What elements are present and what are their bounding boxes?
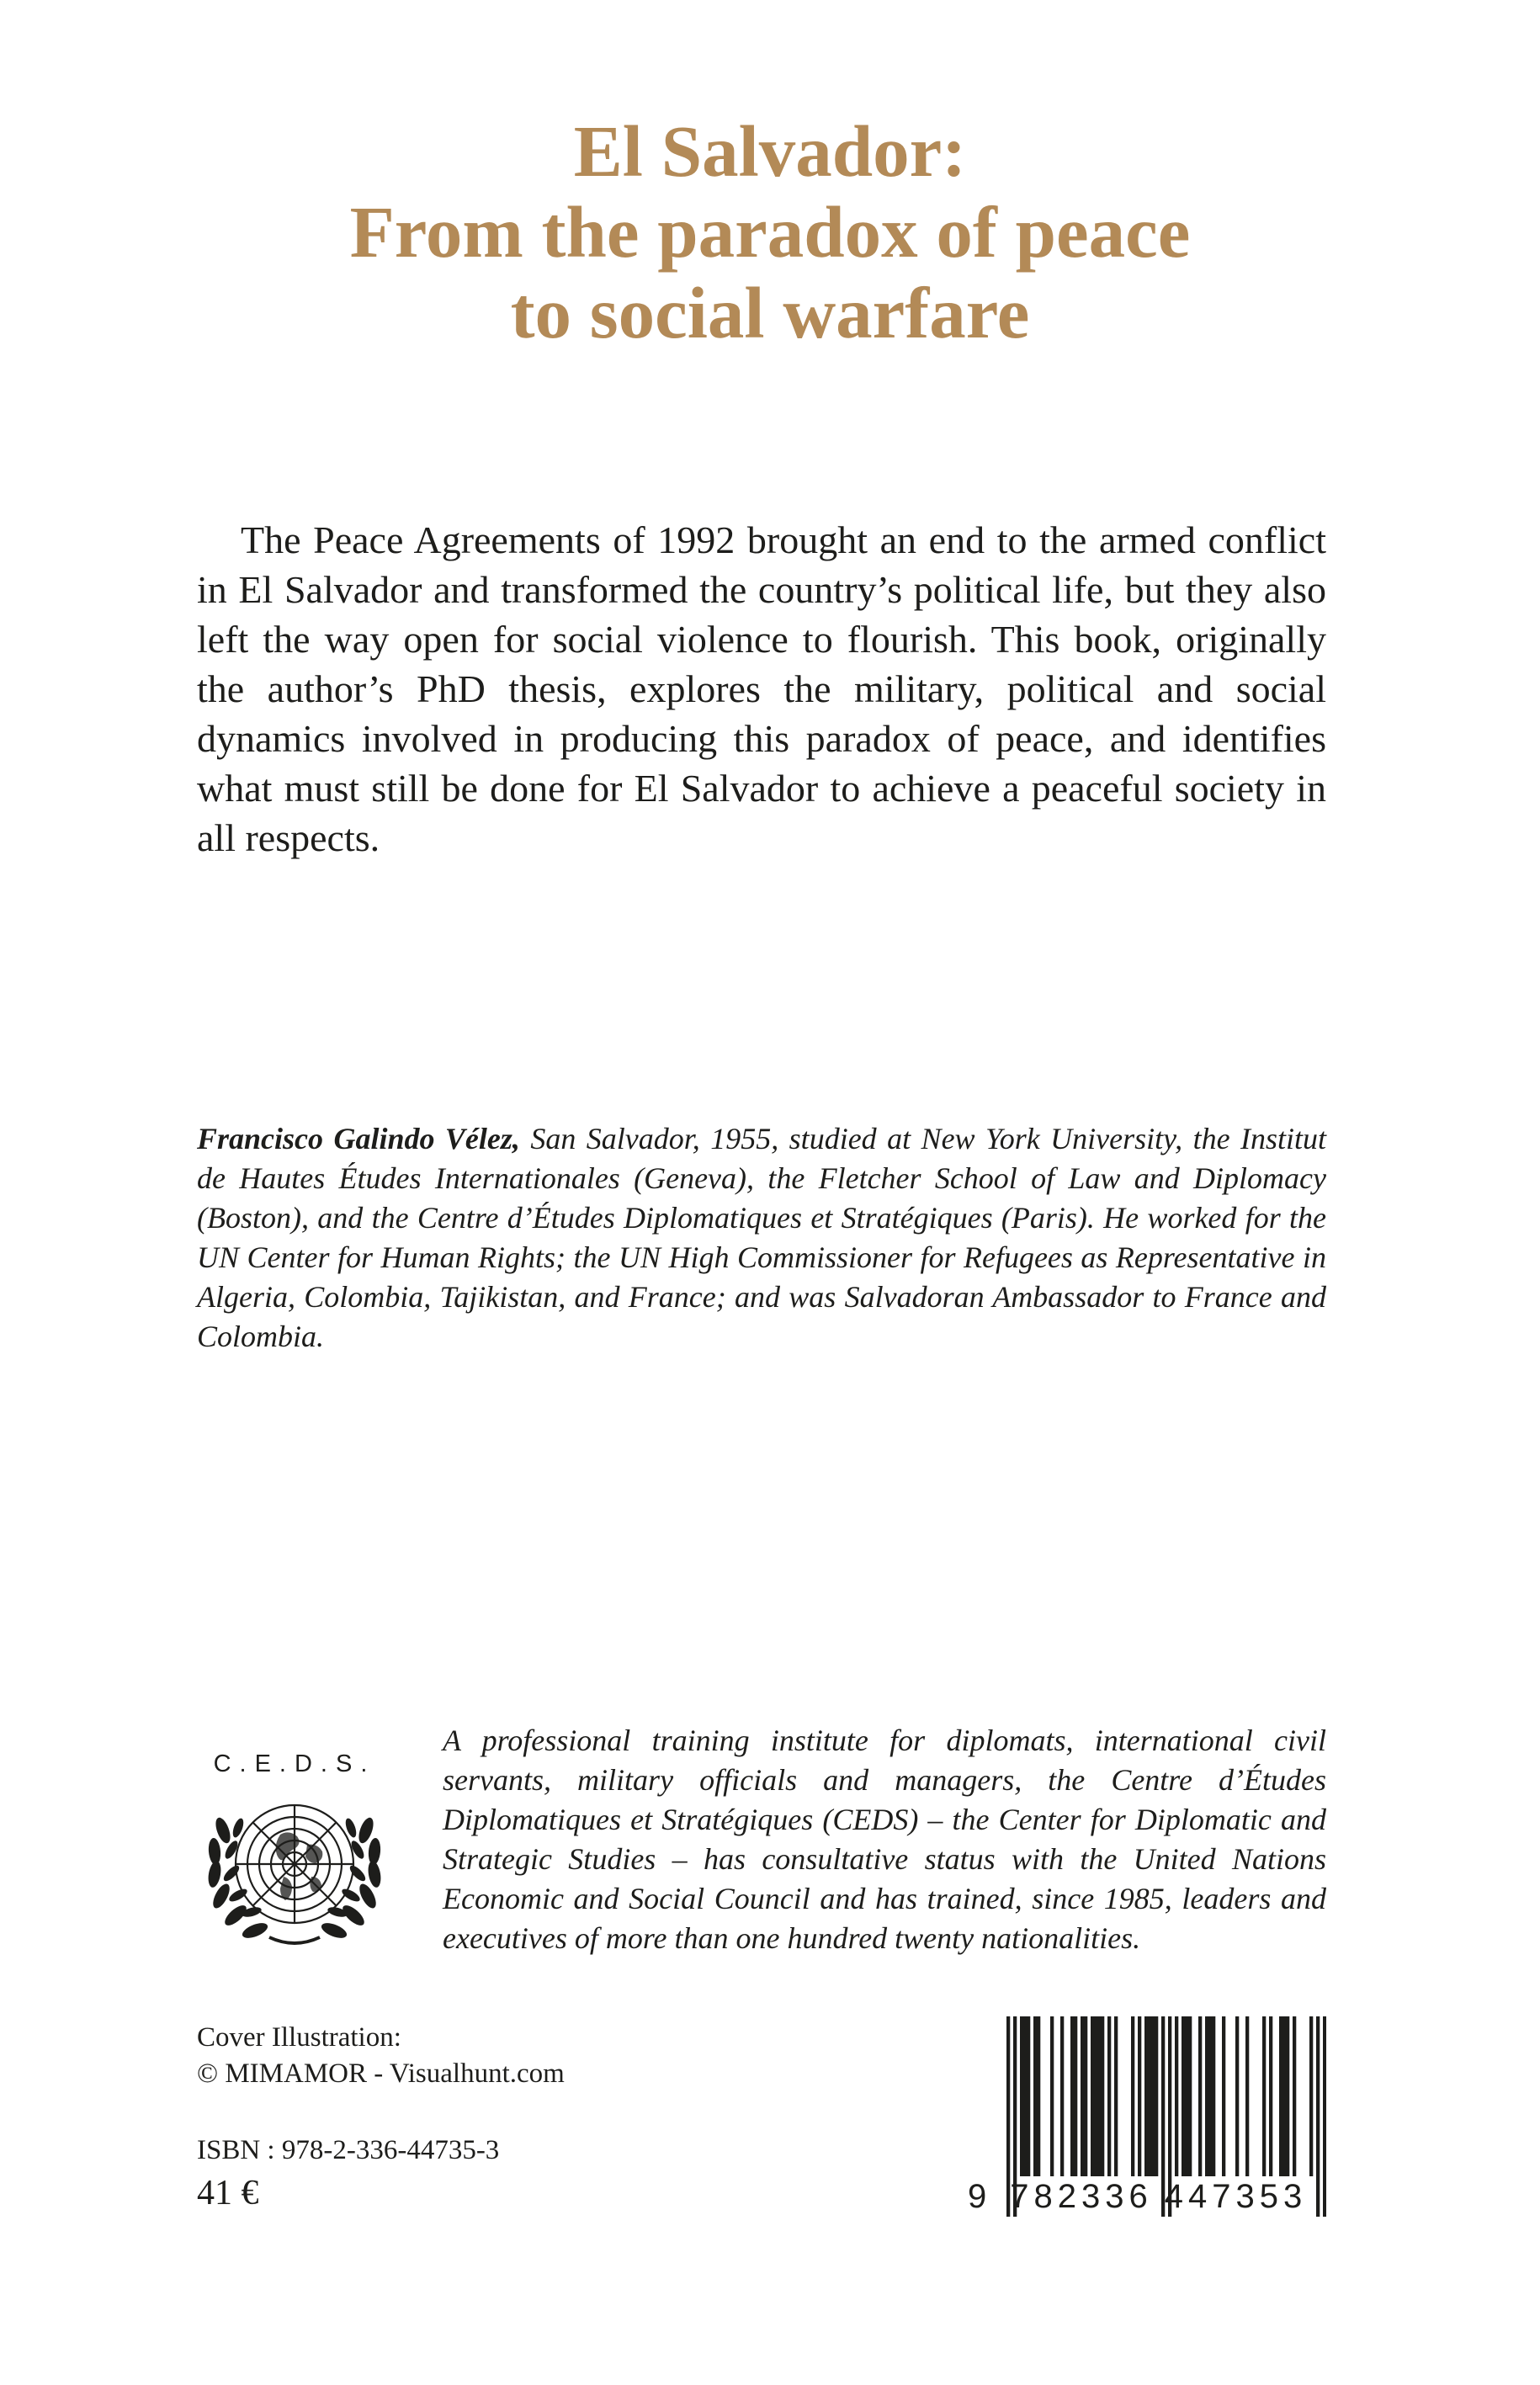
barcode-first-digit: 9 xyxy=(968,2178,987,2215)
cover-credit-value: © MIMAMOR - Visualhunt.com xyxy=(197,2058,565,2089)
barcode-bar xyxy=(1175,2016,1178,2176)
barcode-bar xyxy=(1114,2016,1118,2176)
author-name: Francisco Galindo Vélez, xyxy=(197,1122,520,1155)
barcode-bar xyxy=(1286,2016,1289,2176)
barcode-bar xyxy=(1262,2016,1266,2176)
barcode-bar xyxy=(1091,2016,1094,2176)
barcode-bar xyxy=(1205,2016,1208,2176)
barcode-bar xyxy=(1245,2016,1249,2176)
barcode-bar xyxy=(1037,2016,1040,2176)
barcode-bar xyxy=(1033,2016,1037,2176)
barcode-right-group: 447353 xyxy=(1164,2178,1308,2215)
author-bio-text: San Salvador, 1955, studied at New York University, the Institut de Hautes Études Internationales (Geneva), the Fletcher School of Law and Diplomacy (Boston), and the Centre d’Études Diplomatiques et Stratégiques (Paris). He worked for the UN Center for Human Rights; the UN High Commissioner for Refugees as Representative in Algeria, Colombia, Tajikistan, and France; and was Salvadoran Ambassador to France and Colombia. xyxy=(197,1122,1326,1353)
barcode-bar xyxy=(1151,2016,1155,2176)
price: 41 € xyxy=(197,2174,259,2212)
barcode-bar xyxy=(1023,2016,1027,2176)
title-line-2: From the paradox of peace xyxy=(349,191,1191,273)
barcode-bar xyxy=(1282,2016,1286,2176)
barcode-bar xyxy=(1185,2016,1188,2176)
barcode-left-group: 782336 xyxy=(1010,2178,1153,2215)
isbn: ISBN : 978-2-336-44735-3 xyxy=(197,2135,500,2165)
barcode-bar xyxy=(1188,2016,1192,2176)
cover-credit-label: Cover Illustration: xyxy=(197,2022,401,2053)
barcode-bar xyxy=(1020,2016,1023,2176)
barcode-bar xyxy=(1138,2016,1141,2176)
barcode-bar xyxy=(1198,2016,1202,2176)
ceds-description: A professional training institute for diplomats, international civil servants, military officials and managers, the Centre d’Études Diplomatiques et Stratégiques (CEDS) – the Center for Diplomatic and Strategic Studies – has consultative status with the United Nations Economic and Social Council and has trained, since 1985, leaders and executives of more than one hundred twenty nationalities. xyxy=(443,1724,1326,1955)
barcode-bar xyxy=(1148,2016,1151,2176)
barcode-bar xyxy=(1235,2016,1239,2176)
barcode-bar xyxy=(1269,2016,1272,2176)
barcode-bar xyxy=(1101,2016,1104,2176)
barcode-bar xyxy=(1182,2016,1185,2176)
title-line-3: to social warfare xyxy=(510,272,1030,353)
barcode-bar xyxy=(1081,2016,1084,2176)
barcode-bar xyxy=(1208,2016,1212,2176)
barcode-number xyxy=(968,2178,1307,2215)
barcode-bar xyxy=(1316,2016,1320,2217)
barcode-bar xyxy=(1131,2016,1134,2176)
barcode-bar xyxy=(1323,2016,1326,2217)
barcode-bar xyxy=(1050,2016,1054,2176)
title-line-1: El Salvador: xyxy=(573,110,967,192)
barcode-bar xyxy=(1074,2016,1077,2176)
barcode-bar xyxy=(1222,2016,1225,2176)
ceds-logo-text: C.E.D.S. xyxy=(213,1750,376,1777)
barcode-bar xyxy=(1084,2016,1087,2176)
cover-credit xyxy=(197,2020,565,2092)
book-title xyxy=(0,111,1540,353)
barcode-bar xyxy=(1097,2016,1101,2176)
barcode-bar xyxy=(1060,2016,1064,2176)
barcode-bar xyxy=(1279,2016,1282,2176)
barcode-bar xyxy=(1155,2016,1158,2176)
barcode-bar xyxy=(1107,2016,1111,2176)
barcode-bar xyxy=(1144,2016,1148,2176)
barcode-bar xyxy=(1027,2016,1030,2176)
author-bio xyxy=(197,1119,1326,1357)
barcode-bar xyxy=(1309,2016,1313,2176)
book-blurb: The Peace Agreements of 1992 brought an end to the armed conflict in El Salvador and transformed the country’s political life, but they also left the way open for social violence to flourish. This book, originally the author’s PhD thesis, explores the military, political and social dynamics involved in producing this paradox of peace, and identifies what must still be done for El Salvador to achieve a peaceful society in all respects. xyxy=(197,518,1326,859)
barcode-bar xyxy=(1293,2016,1296,2176)
un-emblem-icon xyxy=(189,1750,400,1961)
barcode-bar xyxy=(1212,2016,1215,2176)
barcode-bar xyxy=(1094,2016,1097,2176)
barcode-bar xyxy=(1070,2016,1074,2176)
